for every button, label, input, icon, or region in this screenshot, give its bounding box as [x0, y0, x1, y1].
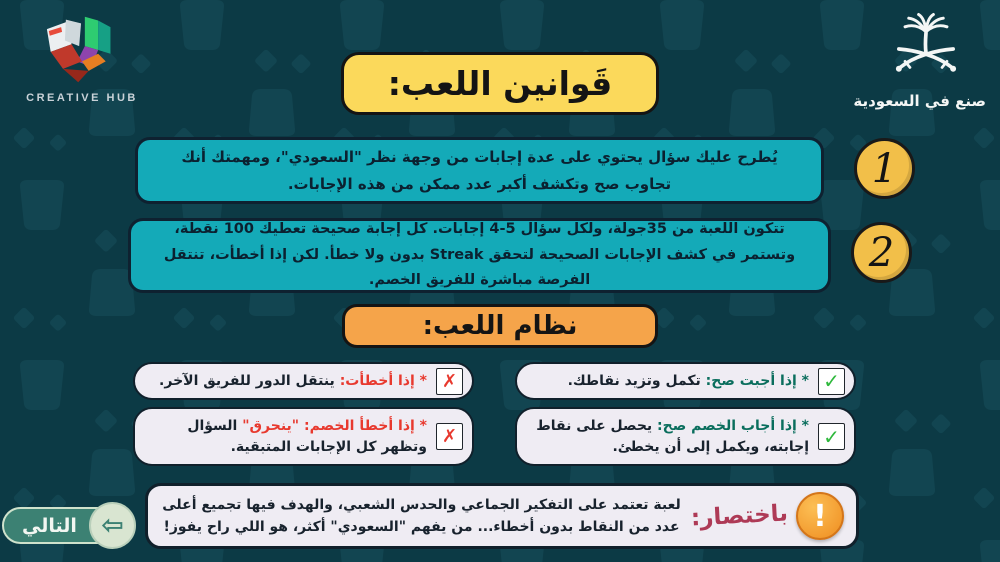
summary-text: لعبة تعتمد على التفكير الجماعي والحدس الشعبي، والهدف فيها تجميع أعلى عدد من النقاط بدون أخطاء... من يفهم "السعودي" أكثر، هو اللي راح يفوز!: [162, 496, 681, 535]
check-icon: ✓: [818, 423, 845, 450]
next-button-label: التالي: [22, 514, 77, 537]
system-rule-opponent-correct: [515, 407, 856, 466]
rule-box-2: تتكون اللعبة من 35جولة، ولكل سؤال 5-4 إجابات. كل إجابة صحيحة تعطيك 100 نقطة، وتستمر في كشف الإجابات الصحيحة لتحقق Streak بدون ولا خطأ. لكن إذا أخطأت، تنتقل الفرصة مباشرة للفريق الخصم.: [128, 218, 831, 293]
section-title-game-system: نظام اللعب:: [342, 304, 658, 348]
system-rule-text: * إذا أجاب الخصم صح: يحصل على نقاط إجابته، ويكمل إلى أن يخطئ.: [536, 417, 809, 455]
rule-number-1-badge: 1: [854, 138, 915, 199]
system-rule-text: * إذا أخطأت: ينتقل الدور للفريق الآخر.: [159, 372, 427, 389]
system-rule-text: * إذا أخطأ الخصم: "ينحرق" السؤال وتظهر كل الإجابات المتبقية.: [187, 417, 427, 455]
system-rule-correct-answer: [515, 362, 856, 400]
system-rule-wrong-answer: [133, 362, 474, 400]
made-in-saudi-label: صنع في السعودية: [853, 92, 986, 110]
page-title: قَوانين اللعب:: [341, 52, 659, 115]
creative-hub-wordmark: CREATIVE HUB: [26, 92, 138, 104]
system-rule-text: * إذا أجبت صح: تكمل وتزيد نقاطك.: [567, 372, 809, 389]
palm-and-swords-icon: [889, 12, 963, 86]
rule-number-2-badge: 2: [851, 222, 912, 283]
exclamation-icon: !: [796, 492, 844, 540]
summary-box: [145, 483, 859, 549]
made-in-saudi-logo: [853, 12, 986, 110]
creative-hub-logo: [22, 12, 142, 104]
cross-icon: ✗: [436, 423, 463, 450]
summary-label: باختصار:: [690, 500, 789, 532]
system-rule-opponent-wrong: [133, 407, 474, 466]
creative-hub-cube-icon: [39, 12, 125, 86]
check-icon: ✓: [818, 368, 845, 395]
next-button[interactable]: [2, 507, 132, 544]
back-arrow-icon: ⇦: [89, 502, 136, 549]
cross-icon: ✗: [436, 368, 463, 395]
rule-box-1: يُطرح عليك سؤال يحتوي على عدة إجابات من وجهة نظر "السعودي"، ومهمتك أنك تجاوب صح وتكشف أكبر عدد ممكن من هذه الإجابات.: [135, 137, 824, 204]
